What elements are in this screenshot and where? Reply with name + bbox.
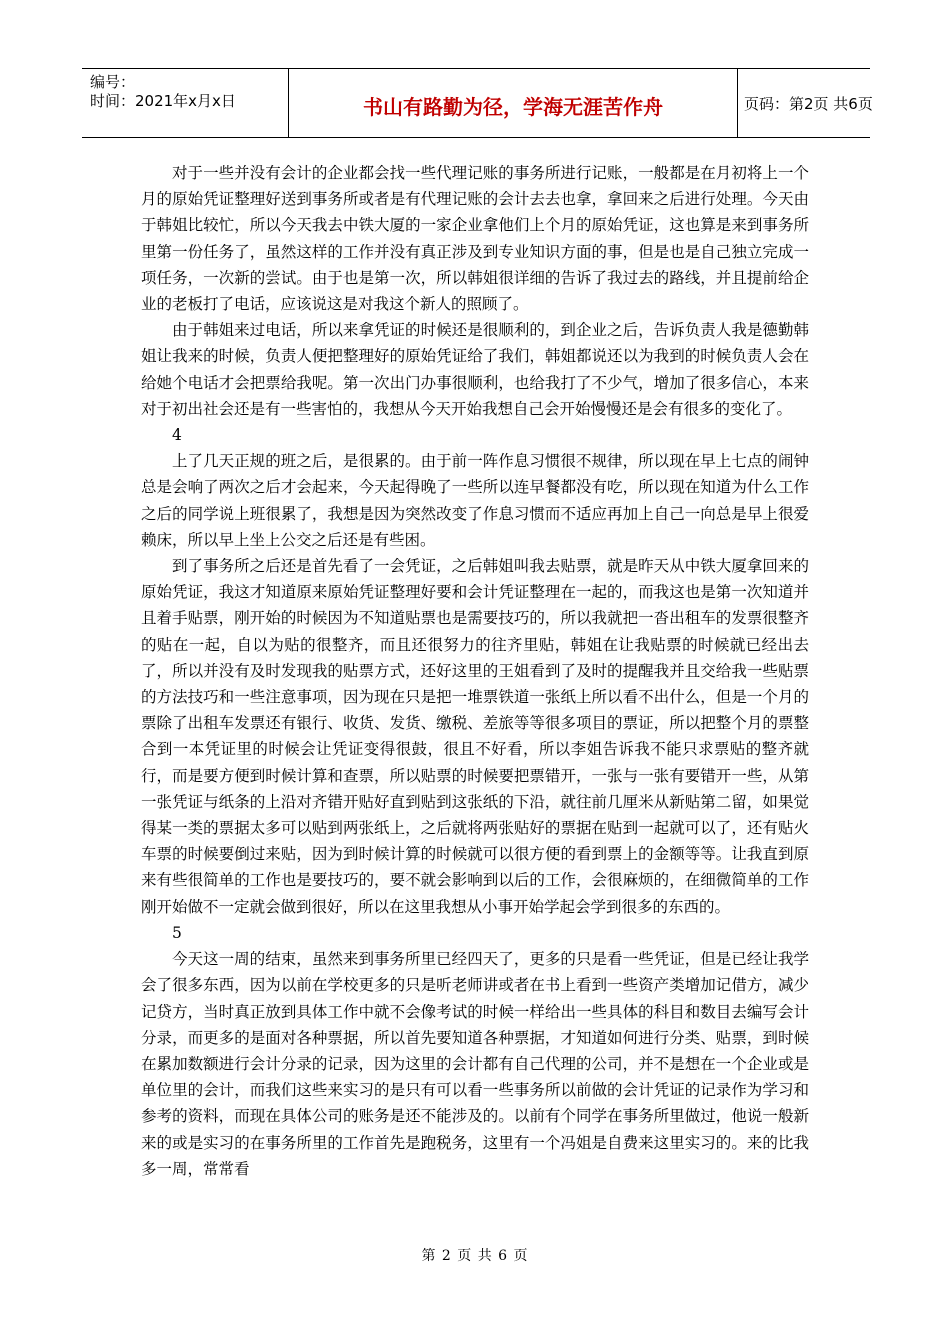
header-motto-cell [288, 69, 738, 137]
page-footer: 第 2 页 共 6 页 [421, 1248, 529, 1264]
document-number-label: 编号： [90, 73, 136, 91]
body-paragraph: 由于韩姐来过电话，所以来拿凭证的时候还是很顺利的，到企业之后，告诉负责人我是德勤韩姐让我来的时候，负责人便把整理好的原始凭证给了我们，韩姐都说还以为我到的时候负责人会在给她个电话才会把票给我呢。第一次出门办事很顺利，也给我打了不少气，增加了很多信心，本来对于初出社会还是有一些害怕的，我想从今天开始我想自己会开始慢慢还是会有很多的变化了。 [141, 321, 809, 418]
page-header [82, 68, 873, 138]
section-number: 4 [172, 426, 182, 445]
header-motto: 书山有路勤为径，学海无涯苦作舟 [363, 95, 663, 119]
document-body [141, 160, 809, 1182]
header-meta-cell [82, 69, 288, 137]
body-paragraph: 上了几天正规的班之后，是很累的。由于前一阵作息习惯很不规律，所以现在早上七点的闹钟总是会响了两次之后才会起来，今天起得晚了一些所以连早餐都没有吃，所以现在知道为什么工作之后的同学说上班很累了，我想是因为突然改变了作息习惯而不适应再加上自己一向总是早上很爱赖床，所以早上坐上公交之后还是有些困。 [141, 452, 809, 549]
body-paragraph: 对于一些并没有会计的企业都会找一些代理记账的事务所进行记账，一般都是在月初将上一个月的原始凭证整理好送到事务所或者是有代理记账的会计去去也拿，拿回来之后进行处理。今天由于韩姐比较忙，所以今天我去中铁大厦的一家企业拿他们上个月的原始凭证，这也算是来到事务所里第一份任务了，虽然这样的工作并没有真正涉及到专业知识方面的事，但是也是自己独立完成一项任务，一次新的尝试。由于也是第一次，所以韩姐很详细的告诉了我过去的路线，并且提前给企业的老板打了电话，应该说这是对我这个新人的照顾了。 [141, 164, 809, 314]
body-paragraph: 今天这一周的结束，虽然来到事务所里已经四天了，更多的只是看一些凭证，但是已经让我学会了很多东西，因为以前在学校更多的只是听老师讲或者在书上看到一些资产类增加记借方，减少记贷方，当时真正放到具体工作中就不会像考试的时候一样给出一些具体的科目和数目去编写会计分录，而更多的是面对各种票据，所以首先要知道各种票据，才知道如何进行分类、贴票，到时候在累加数额进行会计分录的记录，因为这里的会计都有自己代理的公司，并不是想在一个企业或是单位里的会计，而我们这些来实习的是只有可以看一些事务所以前做的会计凭证的记录作为学习和参考的资料，而现在具体公司的账务是还不能涉及的。以前有个同学在事务所里做过，他说一般新来的或是实习的在事务所里的工作首先是跑税务，这里有一个冯姐是自费来这里实习的。来的比我多一周，常常看 [141, 950, 809, 1178]
body-paragraph: 到了事务所之后还是首先看了一会凭证，之后韩姐叫我去贴票，就是昨天从中铁大厦拿回来的原始凭证，我这才知道原来原始凭证整理好要和会计凭证整理在一起的，而我这也是第一次知道并且着手贴票，刚开始的时候因为不知道贴票也是需要技巧的，所以我就把一沓出租车的发票很整齐的贴在一起，自以为贴的很整齐，而且还很努力的往齐里贴，韩姐在让我贴票的时候就已经出去了，所以并没有及时发现我的贴票方式，还好这里的王姐看到了及时的提醒我并且交给我一些贴票的方法技巧和一些注意事项，因为现在只是把一堆票铁道一张纸上所以看不出什么，但是一个月的票除了出租车发票还有银行、收货、发货、缴税、差旅等等很多项目的票证，所以把整个月的票整合到一本凭证里的时候会让凭证变得很鼓，很且不好看，所以李姐告诉我不能只求票贴的整齐就行，而是要方便到时候计算和查票，所以贴票的时候要把票错开，一张与一张有要错开一些，从第一张凭证与纸条的上沿对齐错开贴好直到贴到这张纸的下沿，就往前几厘米从新贴第二留，如果觉得某一类的票据太多可以贴到两张纸上，之后就将两张贴好的票据在贴到一起就可以了，还有贴火车票的时候要倒过来贴，因为到时候计算的时候就可以很方便的看到票上的金额等等。让我直到原来有些很简单的工作也是要技巧的，要不就会影响到以后的工作，会很麻烦的，在细微简单的工作刚开始做不一定就会做到很好，所以在这里我想从小事开始学起会学到很多的东西的。 [141, 557, 809, 916]
document-date-label: 时间：2021年x月x日 [90, 92, 236, 110]
section-number: 5 [172, 923, 182, 942]
header-page-number: 页码：第2页 共6页 [744, 95, 873, 113]
header-page-cell [736, 69, 873, 137]
